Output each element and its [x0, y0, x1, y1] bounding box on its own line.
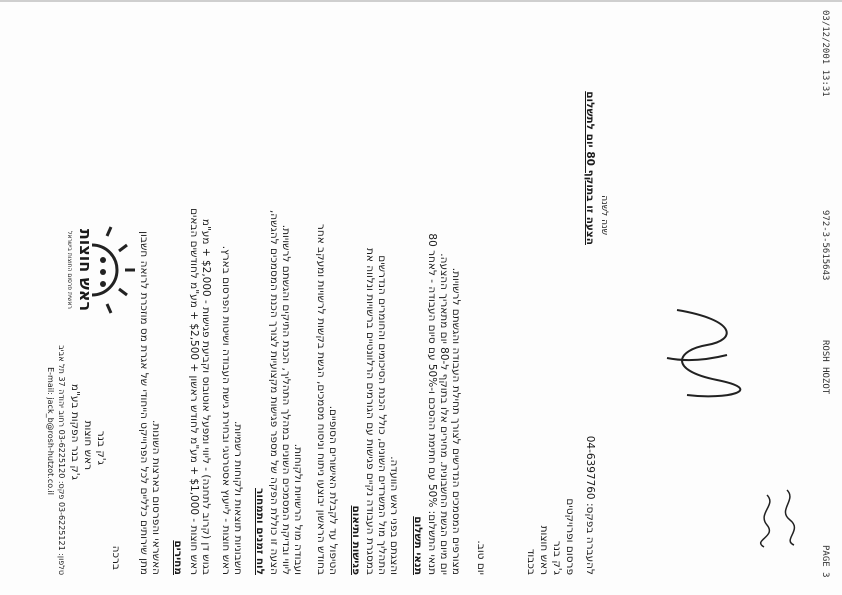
logo-text: ראש חוצות [76, 228, 95, 312]
company-logo [67, 205, 137, 335]
handwritten-signature [657, 300, 747, 410]
intro-line-2: האשראי והפרסום בארצות השונות. [150, 420, 162, 575]
handwritten-note-icon [742, 485, 802, 555]
meetings-heading: פגישות ותיאום [350, 505, 362, 575]
price-heading: מחירים [172, 540, 184, 575]
fax-page-number: PAGE 3 [820, 545, 830, 578]
terms-line-2: יום מיום הגשת החשבונית. מחירים אלו בתוקף ל-80 יום מתאריך ההצעה. [438, 253, 450, 575]
note-line-2: הטיפול עד לקבלת האישורים הסופיים. [327, 405, 339, 575]
price-line-3: ראש חוצות - לייעוץ אסטרטגי ובחירת גישת העבודה ושיטות הפרסום בארץ. [220, 245, 232, 575]
signature-scribble-icon [657, 300, 747, 410]
meetings-line-1: במסגרת העבודה נקיים פגישות עם הגורמים הרלוונטיים ברשויות ונלווה את [364, 248, 376, 575]
fax-date-time: 03/12/2001 13:31 [820, 10, 830, 97]
price-line-1: ראש חוצות - $1,000 + מע"מ לחודש ראשון + $2,500 + מע"מ לחודשים הבאים [188, 208, 200, 575]
meetings-line-3: והצגתם בפני ראש הוועדה. [388, 456, 400, 575]
price-line-4: חשבוניות תוצאות ולקוחות רשמיות. [232, 420, 244, 575]
schedule-line-1: הצעה זו כוללת הפקה של מספר פגישות מקצועיות לצורך הכנת המסמכים להגשה, [268, 209, 280, 575]
fax-line-number: 972-3-5615643 [820, 210, 830, 281]
terms-line-1: תנאי התשלום: 50% עם חתימת ההסכם ו-50% עם סיום העבודה - לאחר 80 [426, 233, 438, 575]
terms-heading: תנאי תשלום [412, 516, 424, 575]
letterhead-contact: טלפון: 03-6225121 פקס: 03-6225120 רחוב יהודה 37 תל אביב [57, 345, 66, 575]
intro-line-1: מתן שירותים כלליים לכל הפרוייקט הייחודי של אגרת מס מוזכרת לרואה חשבון [138, 231, 150, 575]
schedule-line-2: ליווי ובדיקת המסמכים השונים במהלך התהליך, הכנת התיקים והגשתם לרשויות. [280, 224, 292, 575]
recipient-name: ג'ק בנר [95, 430, 107, 465]
signoff-4: פרסום ופרויקטים [564, 498, 576, 575]
terms-line-3: מצורפים המסמכים הנדרשים לצורך תחילת העבודה והגשתם לרשויות. [450, 267, 462, 575]
closing: יום טוב. [475, 540, 487, 575]
recipient-title: ראש חוצות [82, 420, 94, 470]
letterhead-email: E-mail: jack_b@rosh-hutzot.co.il [46, 367, 55, 495]
stamp-note: שנה לשנה [599, 195, 609, 235]
note-line-1: בחודש הראשון יבוצעו ניתוח וניסוח מסמכים, הגשת בקשות לרשויות ומעקב אחר [315, 223, 327, 575]
schedule-heading: לוח זמנים ותמחור [254, 488, 266, 575]
signoff-3: ג'ק בנר [551, 540, 563, 575]
price-line-2: בגוש דן (קרוב לתחנה) - ליווי ומפעל אוטובוס וקביעת פגישות - $2,000 + מע"מ [200, 218, 212, 575]
signoff-1: בכבוד [525, 548, 537, 575]
greeting: ברכה [110, 545, 122, 570]
meetings-line-2: התהליך מול המשרדים השונים, כולל הכנת הסיכומים והחומרים הנדרשים [376, 255, 388, 575]
fax-number-line: להעברה בפקס: 04-6397760 [584, 435, 596, 575]
logo-tagline: ראשית פרסום החוצות בישראל [66, 231, 73, 309]
schedule-line-3: ועבודה מול הרשויות ולקוחות. [292, 443, 304, 575]
handwritten-note [742, 485, 802, 555]
recipient-company: ג'ק בנר הפקות בע"מ [69, 383, 81, 480]
footer-line: הצעה זו בתוקף 80 יום לתשלום [584, 91, 596, 245]
signoff-2: ראש חוצות [538, 525, 550, 575]
fax-sender: ROSH HOZOT [820, 340, 830, 395]
